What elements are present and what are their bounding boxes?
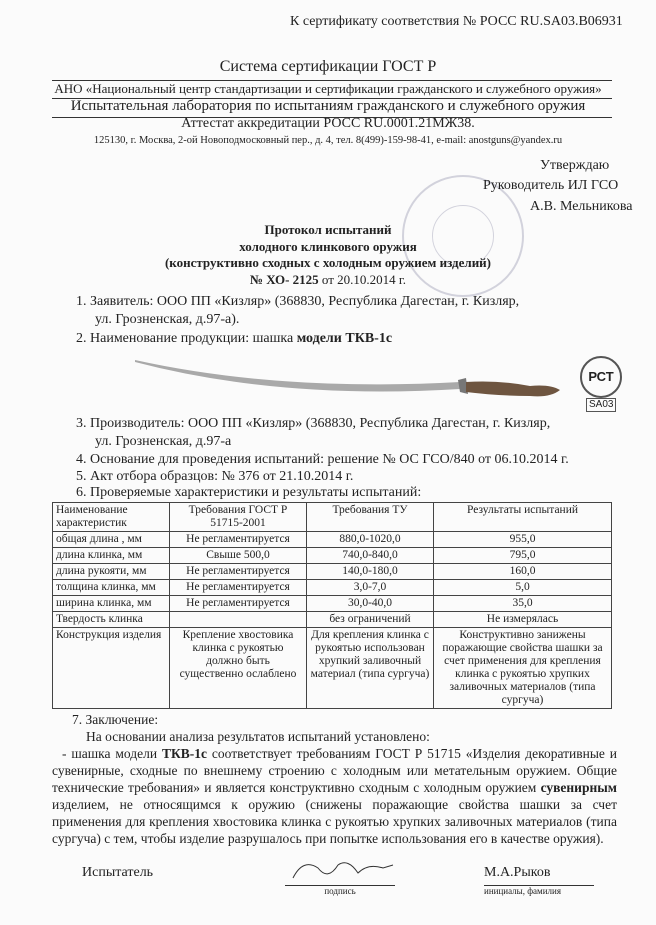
- table-cell: 160,0: [434, 564, 612, 580]
- table-row: [53, 564, 612, 580]
- results-table: [52, 502, 612, 709]
- protocol-number: [0, 272, 656, 288]
- table-cell: Не регламентируется: [170, 596, 307, 612]
- tester-label: Испытатель: [82, 865, 154, 880]
- item-characteristics: 6. Проверяемые характеристики и результаты испытаний:: [76, 485, 422, 500]
- table-header: [53, 503, 612, 532]
- table-cell: Не регламентируется: [170, 564, 307, 580]
- header-cell: Требования ТУ: [307, 503, 434, 532]
- table-cell: 3,0-7,0: [307, 580, 434, 596]
- table-row: [53, 580, 612, 596]
- signature-image: [288, 853, 398, 885]
- table-row: [53, 612, 612, 628]
- table-cell: 5,0: [434, 580, 612, 596]
- results-and-conclusion: [52, 502, 617, 903]
- table-cell: Не регламентируется: [170, 580, 307, 596]
- header-cell: Наименование характеристик: [53, 503, 170, 532]
- signature-caption: подпись: [285, 885, 395, 897]
- table-cell: длина рукояти, мм: [53, 564, 170, 580]
- model: ТКВ-1с: [161, 746, 208, 761]
- table-cell: общая длина , мм: [53, 532, 170, 548]
- table-cell: Твердость клинка: [53, 612, 170, 628]
- product-model: модели ТКВ-1с: [296, 331, 393, 346]
- protocol-subtitle: холодного клинкового оружия: [239, 239, 417, 254]
- protocol-subtitle-2: (конструктивно сходных с холодным оружием изделий): [164, 255, 492, 270]
- table-cell: ширина клинка, мм: [53, 596, 170, 612]
- table-cell: 955,0: [434, 532, 612, 548]
- item-applicant-address: ул. Грозненская, д.97-а).: [95, 312, 240, 327]
- item-sampling-act: 5. Акт отбора образцов: № 376 от 21.10.2014 г.: [76, 469, 354, 484]
- item-manufacturer: 3. Производитель: ООО ПП «Кизляр» (368830, Республика Дагестан, г. Кизляр,: [76, 416, 551, 431]
- text: соответствует требованиям ГОСТ Р 51715 «Изделия декоративные и сувенирные, сходные по внешнему строению с холодным или метательным оружием. Общие технические требования» и является конструктивно сходным с холодным оружием: [52, 746, 618, 795]
- table-cell: Не измерялась: [434, 612, 612, 628]
- table-cell: длина клинка, мм: [53, 548, 170, 564]
- table-cell: без ограничений: [307, 612, 434, 628]
- pct-code: SA03: [586, 398, 616, 412]
- text: изделием, не относящимся к оружию (снижены поражающие свойства шашки за счет применения для крепления хвостовика клинка с рукоятью хрупких заливочных материалов (типа сургуча) с тем, чтобы изделие разрушалось при попытке использования его в качестве оружия).: [52, 797, 617, 846]
- protocol-title: Протокол испытаний: [264, 222, 392, 237]
- pct-logo: РСТ: [580, 356, 622, 398]
- table-cell: толщина клинка, мм: [53, 580, 170, 596]
- org-name: АНО «Национальный центр стандартизации и сертификации гражданского и служебного оружия»: [54, 81, 602, 96]
- text: - шашка модели: [62, 746, 162, 761]
- conclusion-heading: 7. Заключение:: [72, 712, 159, 727]
- table-cell: Не регламентируется: [170, 532, 307, 548]
- accreditation: Аттестат аккредитации РОСС RU.0001.21МЖ38.: [181, 116, 475, 131]
- system-title: Система сертификации ГОСТ Р: [219, 58, 437, 75]
- approve-label: Утверждаю: [540, 158, 610, 173]
- approver-position: Руководитель ИЛ ГСО: [483, 178, 619, 193]
- address: 125130, г. Москва, 2-ой Новоподмосковный пер., д. 4, тел. 8(499)-159-98-41, e-mail: anostguns@yandex.ru: [93, 135, 563, 146]
- table-cell: 30,0-40,0: [307, 596, 434, 612]
- item-manufacturer-address: ул. Грозненская, д.97-а: [95, 434, 232, 449]
- sword-image: [130, 352, 570, 408]
- item-applicant: 1. Заявитель: ООО ПП «Кизляр» (368830, Республика Дагестан, г. Кизляр,: [76, 294, 520, 309]
- table-cell: Конструкция изделия: [53, 628, 170, 709]
- header-cell: Результаты испытаний: [434, 503, 612, 532]
- table-cell: Конструктивно занижены поражающие свойства шашки за счет применения для крепления клинка с рукоятью хрупких заливочных материалов (типа сургуча): [434, 628, 612, 709]
- table-cell: 35,0: [434, 596, 612, 612]
- product-label: 2. Наименование продукции: шашка: [76, 331, 297, 346]
- table-cell: 880,0-1020,0: [307, 532, 434, 548]
- souvenir: сувенирным: [540, 780, 617, 795]
- name-caption: инициалы, фамилия: [484, 885, 594, 897]
- table-cell: 140,0-180,0: [307, 564, 434, 580]
- lab-name: Испытательная лаборатория по испытаниям гражданского и служебного оружия: [70, 98, 586, 114]
- table-row: [53, 548, 612, 564]
- number: № ХО- 2125: [249, 272, 319, 287]
- header-cell: Требования ГОСТ Р 51715-2001: [170, 503, 307, 532]
- table-cell: [170, 612, 307, 628]
- table-cell: Для крепления клинка с рукоятью использован хрупкий заливочный материал (типа сургуча): [307, 628, 434, 709]
- date: от 20.10.2014 г.: [318, 272, 407, 287]
- table-cell: Крепление хвостовика клинка с рукоятью должно быть существенно ослаблено: [170, 628, 307, 709]
- tester-name: М.А.Рыков: [484, 865, 551, 880]
- table-cell: Свыше 500,0: [170, 548, 307, 564]
- signature-row: [52, 859, 617, 903]
- conclusion-intro: На основании анализа результатов испытаний установлено:: [86, 729, 430, 744]
- table-cell: 795,0: [434, 548, 612, 564]
- approver-name: А.В. Мельникова: [530, 199, 633, 214]
- table-row: [53, 628, 612, 709]
- certificate-ref: К сертификату соответствия № РОСС RU.SA03.B06931: [290, 14, 623, 29]
- item-product: [76, 331, 392, 347]
- conclusion-text: [52, 745, 617, 847]
- item-basis: 4. Основание для проведения испытаний: решение № ОС ГСО/840 от 06.10.2014 г.: [76, 452, 569, 467]
- table-row: [53, 596, 612, 612]
- table-row: [53, 532, 612, 548]
- table-cell: 740,0-840,0: [307, 548, 434, 564]
